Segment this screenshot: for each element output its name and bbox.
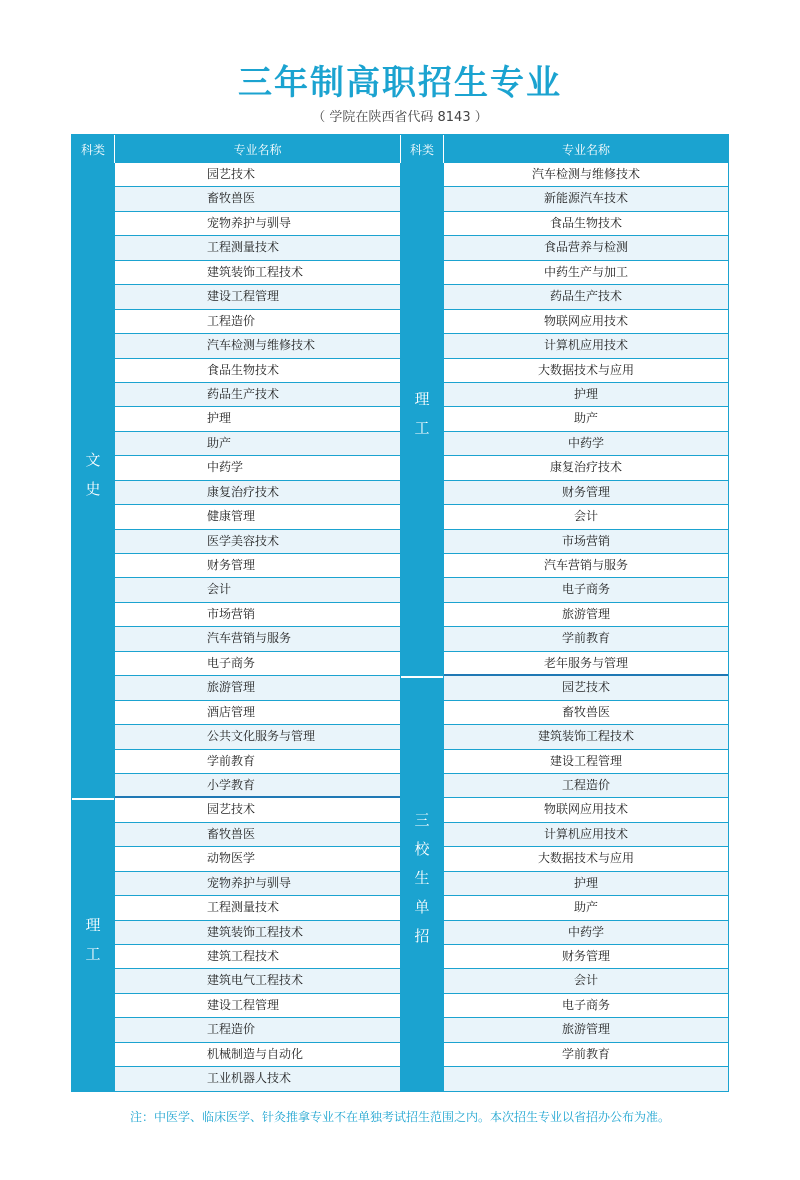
table-row: 旅游管理 [115,676,400,700]
table-row: 宠物养护与驯导 [115,212,400,236]
table-row: 财务管理 [444,945,728,969]
category-left-wenshi: 文史 [72,163,114,798]
table-row: 护理 [444,383,728,407]
table-row: 旅游管理 [444,1018,728,1042]
table-row: 中药学 [444,921,728,945]
table-row: 工业机器人技术 [115,1067,400,1091]
table-row: 建设工程管理 [115,994,400,1018]
table-row: 助产 [115,432,400,456]
table-row: 公共文化服务与管理 [115,725,400,749]
page-title: 三年制高职招生专业 [238,63,562,103]
table-row: 食品生物技术 [444,212,728,236]
table-row: 护理 [444,872,728,896]
table-row: 汽车检测与维修技术 [115,334,400,358]
table-row: 计算机应用技术 [444,823,728,847]
category-right-sanxiao: 三校生单招 [401,676,443,1092]
table-row: 会计 [115,578,400,602]
table-row: 学前教育 [444,1043,728,1067]
table-row: 市场营销 [115,603,400,627]
table-row: 市场营销 [444,530,728,554]
header-category-right: 科类 [401,135,443,163]
table-row: 药品生产技术 [115,383,400,407]
table-row: 酒店管理 [115,701,400,725]
table-row: 汽车检测与维修技术 [444,163,728,187]
table-row: 宠物养护与驯导 [115,872,400,896]
table-row: 新能源汽车技术 [444,187,728,211]
table-row: 畜牧兽医 [444,701,728,725]
table-row: 会计 [444,505,728,529]
table-row: 学前教育 [115,750,400,774]
table-row: 畜牧兽医 [115,187,400,211]
table-row: 建筑工程技术 [115,945,400,969]
header-category-left: 科类 [72,135,114,163]
table-row: 中药生产与加工 [444,261,728,285]
table-row: 医学美容技术 [115,530,400,554]
majors-table [71,134,729,1092]
table-row: 计算机应用技术 [444,334,728,358]
table-row: 工程测量技术 [115,236,400,260]
table-row: 大数据技术与应用 [444,847,728,871]
category-left-ligong: 理工 [72,798,114,1091]
table-row: 助产 [444,407,728,431]
right-major-list [444,163,728,1092]
table-row: 工程造价 [115,310,400,334]
table-row: 小学教育 [115,774,400,798]
table-row: 物联网应用技术 [444,798,728,822]
page-subtitle: （ 学院在陕西省代码 8143 ） [312,110,488,125]
table-row: 药品生产技术 [444,285,728,309]
table-row: 康复治疗技术 [444,456,728,480]
table-row: 畜牧兽医 [115,823,400,847]
table-row: 汽车营销与服务 [115,627,400,651]
table-row: 中药学 [444,432,728,456]
table-row: 工程造价 [444,774,728,798]
table-row: 园艺技术 [115,798,400,822]
table-row: 护理 [115,407,400,431]
table-row: 汽车营销与服务 [444,554,728,578]
table-row: 会计 [444,969,728,993]
table-row: 助产 [444,896,728,920]
table-row: 建设工程管理 [115,285,400,309]
table-row: 建筑装饰工程技术 [115,261,400,285]
table-row: 动物医学 [115,847,400,871]
table-row: 建筑电气工程技术 [115,969,400,993]
table-row: 电子商务 [444,578,728,602]
table-row: 中药学 [115,456,400,480]
table-row: 电子商务 [115,652,400,676]
table-row: 工程测量技术 [115,896,400,920]
table-row: 园艺技术 [444,676,728,700]
table-row: 食品生物技术 [115,359,400,383]
table-row: 建设工程管理 [444,750,728,774]
table-row: 财务管理 [115,554,400,578]
table-row: 康复治疗技术 [115,481,400,505]
table-row: 物联网应用技术 [444,310,728,334]
header-major-left: 专业名称 [115,135,400,163]
category-right-ligong: 理工 [401,163,443,676]
table-row: 老年服务与管理 [444,652,728,676]
table-row: 工程造价 [115,1018,400,1042]
table-row: 旅游管理 [444,603,728,627]
left-major-list [115,163,400,1092]
table-row: 建筑装饰工程技术 [115,921,400,945]
footnote: 注：中医学、临床医学、针灸推拿专业不在单独考试招生范围之内。本次招生专业以省招办公布为准。 [129,1110,670,1124]
table-row: 建筑装饰工程技术 [444,725,728,749]
table-row: 园艺技术 [115,163,400,187]
table-row: 机械制造与自动化 [115,1043,400,1067]
table-row: 大数据技术与应用 [444,359,728,383]
table-row: 食品营养与检测 [444,236,728,260]
table-row: 健康管理 [115,505,400,529]
header-major-right: 专业名称 [444,135,728,163]
table-row [444,1067,728,1091]
table-row: 学前教育 [444,627,728,651]
table-row: 电子商务 [444,994,728,1018]
table-row: 财务管理 [444,481,728,505]
